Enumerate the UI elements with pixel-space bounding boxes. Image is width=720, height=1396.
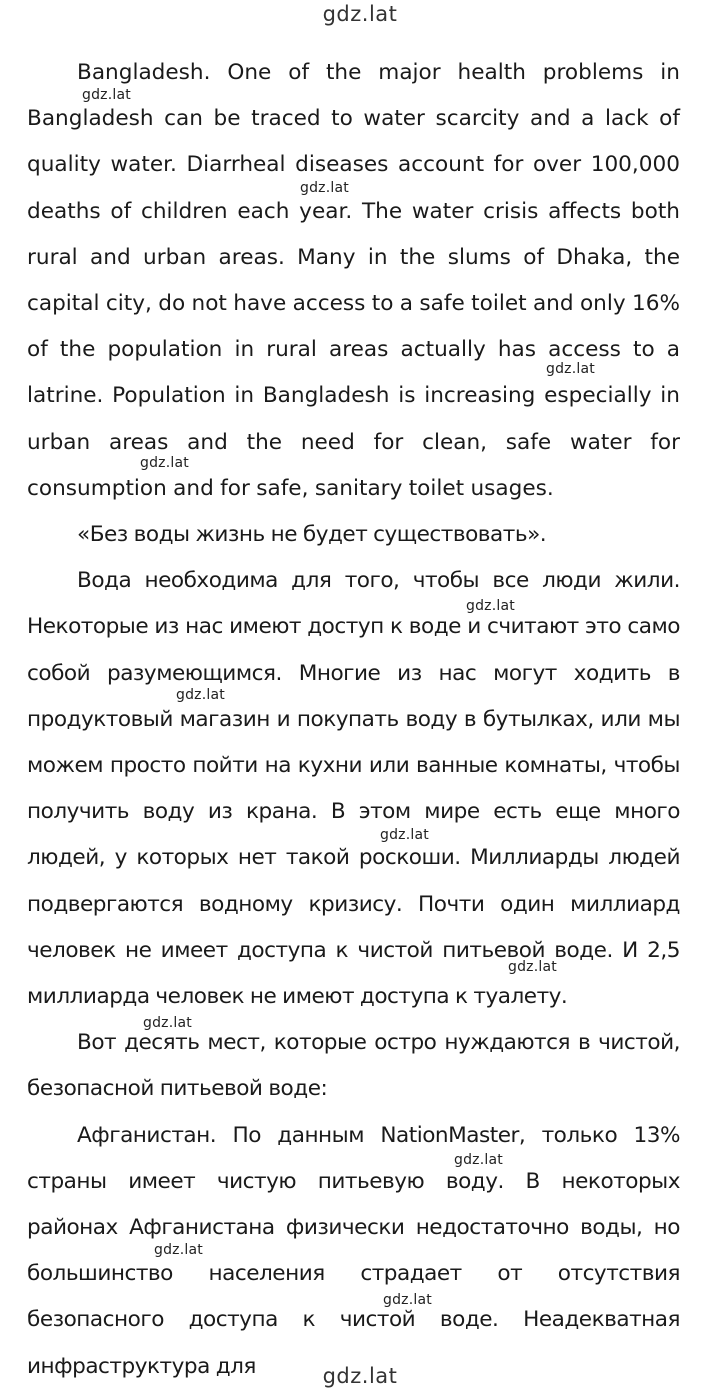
watermark: gdz.lat [508,959,557,975]
watermark: gdz.lat [300,180,349,196]
watermark: gdz.lat [82,87,131,103]
watermark: gdz.lat [176,687,225,703]
watermark: gdz.lat [140,455,189,471]
watermark: gdz.lat [154,1242,203,1258]
paragraph-ten-places: Вот десять мест, которые остро нуждаются в чистой, безопасной питьевой воде: [27,1030,680,1102]
paragraph-bangladesh: Bangladesh. One of the major health problems in Bangladesh can be traced to water scarcity and a lack of quality water. Diarrheal diseases account for over 100,000 deaths of children each year. The water crisis affects both rural and urban areas. Many in the slums of Dhaka, the capital city, do not have access to a safe toilet and only 16% of the population in rural areas actually has access to a latrine. Population in Bangladesh is increasing especially in urban areas and the need for clean, safe water for consumption and for safe, sanitary toilet usages. [27,60,680,501]
watermark: gdz.lat [380,827,429,843]
paragraph-water-necessity: Вода необходима для того, чтобы все люди жили. Некоторые из нас имеют доступ к воде и считают это само собой разумеющимся. Многие из нас могут ходить в продуктовый магазин и покупать воду в бутылках, или мы можем просто пойти на кухни или ванные комнаты, чтобы получить воду из крана. В этом мире есть еще много людей, у которых нет такой роскоши. Миллиарды людей подвергаются водному кризису. Почти один миллиард человек не имеет доступа к чистой питьевой воде. И 2,5 миллиарда человек не имеют доступа к туалету. [27,568,680,1010]
site-header: gdz.lat [322,2,398,26]
watermark: gdz.lat [454,1152,503,1168]
paragraph-quote: «Без воды жизнь не будет существовать». [77,522,547,548]
paragraph-afghanistan: Афганистан. По данным NationMaster, только 13% страны имеет чистую питьевую воду. В некоторых районах Афганистана физически недостаточно воды, но большинство населения страдает от отсутствия безопасного доступа к чистой воде. Неадекватная инфраструктура для [27,1122,680,1379]
watermark: gdz.lat [383,1292,432,1308]
watermark: gdz.lat [143,1015,192,1031]
document-body [27,50,680,1390]
site-footer: gdz.lat [322,1364,398,1388]
watermark: gdz.lat [546,361,595,377]
watermark: gdz.lat [466,598,515,614]
